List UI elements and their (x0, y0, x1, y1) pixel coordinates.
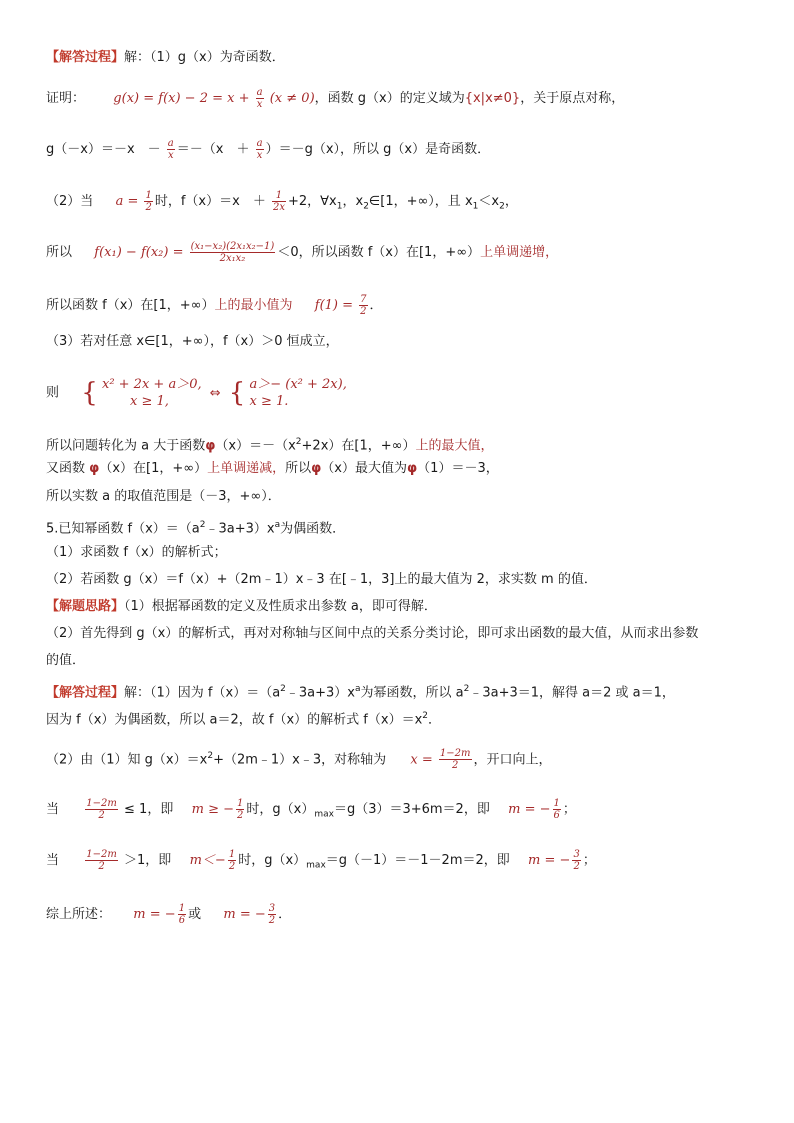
text: 或 (188, 907, 202, 922)
p3-part3-line: （3）若对任意 x∈[1，+∞），f（x）＞0 恒成立， (46, 334, 339, 349)
numerator: 1 (228, 849, 236, 860)
superscript: 2 (199, 520, 206, 530)
q5-sub2: （2）若函数 g（x）＝f（x）+（2m﹣1）x﹣3 在[﹣1，3]上的最大值为 2，求实数 m 的值． (46, 572, 597, 587)
subscript: 2 (363, 201, 369, 212)
phi: φ (205, 438, 216, 454)
text: ，关于原点对称， (520, 91, 625, 106)
fraction (572, 849, 580, 872)
math: m＜− (189, 853, 226, 868)
text: ＜0，所以函数 f（x）在[1，+∞） (277, 245, 481, 260)
denominator: x (256, 99, 263, 110)
numerator: 7 (360, 294, 367, 305)
superscript: 2 (207, 751, 214, 761)
subscript: max (306, 860, 326, 871)
p3-odd-line (46, 138, 764, 161)
denominator: 2 (237, 810, 244, 821)
text: ． (278, 907, 292, 922)
q5-sol1-even-line (46, 706, 764, 730)
fraction (439, 748, 472, 771)
iff-symbol: ⇔ (209, 385, 221, 401)
text: ﹣3a+3＝1，解得 a＝2 或 a＝1， (469, 685, 675, 701)
p3-proof-line (46, 87, 764, 110)
text: 所以 (285, 461, 312, 476)
p3-range-line: 所以实数 a 的取值范围是（－3，+∞）． (46, 489, 281, 504)
math: (x ≠ 0) (269, 91, 315, 106)
p3-part1-header (46, 48, 764, 68)
brace: { (228, 378, 246, 408)
text: （1）＝－3， (417, 461, 499, 476)
math: x² + 2x + a＞0, (101, 377, 202, 392)
text: 因为 f（x）为偶函数，所以 a＝2，故 f（x）的解析式 f（x）＝x (46, 712, 423, 728)
subscript: 1 (472, 201, 479, 212)
q5-case2-line (46, 849, 764, 876)
denominator: 6 (178, 915, 186, 926)
math: a＞− (x² + 2x), (249, 377, 347, 392)
q5-case1-line (46, 798, 764, 825)
text: 上单调递减， (207, 461, 286, 476)
text: ﹣3a+3）x (205, 521, 275, 537)
text: 又函数 (46, 461, 86, 476)
fraction (190, 241, 276, 264)
superscript: a (355, 684, 361, 694)
text: 当 (46, 802, 60, 817)
text: 5.已知幂函数 f（x）＝（a (46, 521, 200, 537)
numerator: 1−2m (86, 798, 117, 809)
text: （x）＝－（x (215, 438, 296, 454)
numerator: a (167, 138, 174, 149)
fraction (228, 849, 236, 872)
math: a = (115, 194, 139, 209)
q5-summary-line (46, 903, 764, 926)
fraction (144, 190, 152, 213)
fraction (236, 798, 244, 821)
text: ≤ 1，即 (124, 802, 174, 817)
denominator: x (256, 150, 263, 161)
q5-sol2-line (46, 746, 764, 771)
text: 所以函数 f（x）在[1，+∞） (46, 298, 215, 313)
denominator: 2x₁x₂ (219, 253, 246, 264)
text: 当 (46, 853, 60, 868)
denominator: 2 (360, 306, 367, 317)
denominator: 2 (145, 202, 152, 213)
math: x = (410, 752, 433, 768)
math: x ≥ 1, (129, 394, 169, 409)
text: 上的最小值为 (214, 298, 293, 313)
text: 所以 (46, 245, 73, 260)
numerator: 1 (272, 190, 286, 202)
text: 则 (46, 385, 60, 401)
math: {x|x≠0} (464, 91, 521, 106)
text: +2x）在[1，+∞） (301, 438, 416, 454)
text: ∈[1，+∞），且 x (368, 194, 473, 209)
text: （1）根据幂函数的定义及性质求出参数 a，即可得解． (124, 599, 437, 614)
text: 证明： (46, 91, 86, 106)
text: ＞1，即 (124, 853, 172, 868)
superscript: 2 (295, 437, 302, 447)
denominator: 2x (272, 202, 285, 213)
text: 为幂函数，所以 a (360, 685, 464, 701)
superscript: 2 (422, 711, 429, 721)
p3-monotonic-line (46, 241, 764, 264)
math: m = − (223, 907, 266, 922)
numerator: 3 (268, 903, 276, 914)
text: ）＝－g（x），所以 g（x）是奇函数． (265, 142, 491, 157)
solution-tag: 【解答过程】 (46, 685, 125, 701)
text: ，开口向上， (473, 752, 552, 768)
text: （2）当 (46, 194, 94, 209)
denominator: x (167, 150, 174, 161)
fraction (178, 903, 186, 926)
fraction (167, 138, 175, 161)
denominator: 2 (268, 915, 276, 926)
subscript: 1 (336, 201, 343, 212)
math: m = − (133, 907, 176, 922)
q5-idea2a: （2）首先得到 g（x）的解析式，再对对称轴与区间中点的关系分类讨论，即可求出函数的最大值，从而求出参数 (46, 626, 699, 641)
text: ，x (342, 194, 364, 209)
p3-system-line (46, 376, 764, 411)
text: g（－x）＝－x － (46, 142, 161, 157)
denominator: 6 (553, 810, 560, 821)
system-right (249, 376, 346, 410)
subscript: max (314, 809, 334, 820)
fraction (256, 87, 264, 110)
solution-tag: 【解答过程】 (46, 50, 125, 65)
text: 时，g（x） (238, 853, 307, 868)
text: ，函数 g（x）的定义域为 (314, 91, 465, 106)
math: x ≥ 1. (249, 394, 289, 409)
numerator: 1−2m (439, 748, 471, 760)
fraction (553, 798, 561, 821)
phi: φ (89, 461, 100, 476)
text: ， (504, 194, 518, 209)
fraction (272, 190, 286, 213)
text: ； (582, 853, 596, 868)
denominator: 2 (228, 861, 236, 872)
p3-min-line (46, 294, 764, 317)
text: ＜x (478, 194, 500, 209)
text: ﹣3a+3）x (285, 685, 355, 701)
math: m ≥ − (191, 802, 234, 817)
q5-idea-line (46, 597, 764, 617)
subscript: 2 (499, 201, 505, 212)
text: （2）由（1）知 g（x）＝x (46, 752, 208, 768)
denominator: 2 (573, 861, 580, 872)
q5-sol1-line (46, 679, 764, 703)
numerator: a (256, 138, 263, 149)
numerator: 3 (573, 849, 580, 860)
denominator: 2 (98, 810, 105, 821)
phi: φ (311, 461, 322, 476)
brace: { (81, 378, 98, 408)
text: 解：（1）g（x）为奇函数． (124, 50, 285, 65)
system-left (102, 376, 202, 410)
p3-decrease-line (46, 459, 764, 479)
math: g(x) = f(x) − 2 = x + (113, 91, 250, 106)
text: 为偶函数． (280, 521, 346, 537)
text: 上的最大值， (415, 438, 494, 454)
superscript: a (274, 520, 281, 530)
text: 上单调递增， (480, 245, 559, 260)
phi: φ (407, 461, 418, 476)
text: ； (562, 802, 576, 817)
text: ． (369, 298, 383, 313)
math: m = − (508, 802, 551, 817)
superscript: 2 (280, 684, 286, 694)
idea-tag: 【解题思路】 (46, 599, 125, 614)
text: （x）最大值为 (321, 461, 407, 476)
fraction (359, 294, 367, 317)
fraction (256, 138, 264, 161)
numerator: 1 (145, 190, 152, 201)
q5-idea2b: 的值． (46, 653, 86, 668)
numerator: (x₁−x₂)(2x₁x₂−1) (190, 241, 275, 252)
q5-question (46, 515, 764, 539)
text: +（2m﹣1）x﹣3，对称轴为 (213, 752, 387, 768)
text: ． (428, 712, 442, 728)
text: +2，∀x (287, 194, 337, 209)
denominator: 2 (452, 760, 459, 772)
p3-convert-line (46, 432, 764, 456)
q5-sub1: （1）求函数 f（x）的解析式； (46, 545, 227, 560)
math: f(1) = (314, 298, 354, 313)
superscript: 2 (463, 684, 470, 694)
numerator: a (256, 87, 263, 98)
fraction (85, 849, 118, 872)
denominator: 2 (98, 861, 105, 872)
math: m = − (528, 853, 571, 868)
text: ＝g（－1）＝－1－2m＝2，即 (325, 853, 510, 868)
numerator: 1−2m (86, 849, 117, 860)
math: f(x₁) − f(x₂) = (94, 245, 184, 260)
text: 解：（1）因为 f（x）＝（a (124, 685, 281, 701)
text: ＝－（x ＋ (176, 142, 250, 157)
numerator: 1 (553, 798, 560, 809)
text: 时，g（x） (246, 802, 315, 817)
text: （x）在[1，+∞） (99, 461, 208, 476)
p3-part2-line (46, 190, 764, 217)
fraction (85, 798, 118, 821)
text: 时，f（x）＝x ＋ (154, 194, 266, 209)
text: 所以问题转化为 a 大于函数 (46, 438, 206, 454)
fraction (268, 903, 276, 926)
text: 综上所述： (46, 907, 112, 922)
numerator: 1 (237, 798, 244, 809)
text: ＝g（3）＝3+6m＝2，即 (333, 802, 490, 817)
numerator: 1 (178, 903, 186, 914)
